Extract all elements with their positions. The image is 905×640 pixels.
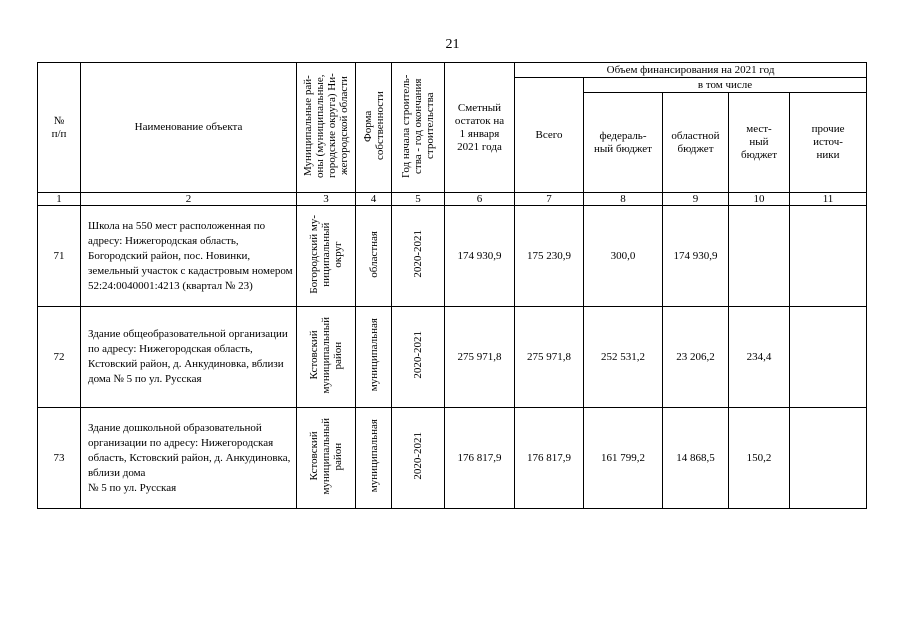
- federal-cell: 161 799,2: [584, 408, 663, 509]
- header-district-text: Муниципальные рай- оны (муниципальные, городские округа) Ни- жегородской области: [302, 73, 350, 178]
- district-cell: [297, 307, 356, 408]
- regional-cell: 14 868,5: [663, 408, 729, 509]
- header-balance: Сметный остаток на 1 января 2021 года: [445, 63, 515, 193]
- regional-cell: 23 206,2: [663, 307, 729, 408]
- financing-table: [37, 62, 867, 509]
- ownership-cell: [356, 307, 392, 408]
- column-number: 1: [38, 193, 81, 206]
- district-text: Богородский му- ниципальный округ: [308, 214, 344, 294]
- years-cell: [392, 206, 445, 307]
- table-row: [38, 408, 867, 509]
- column-number: 3: [297, 193, 356, 206]
- header-name: Наименование объекта: [81, 63, 297, 193]
- district-cell: [297, 408, 356, 509]
- table-row: [38, 307, 867, 408]
- local-cell: 234,4: [729, 307, 790, 408]
- header-regional: областной бюджет: [663, 93, 729, 193]
- ownership-cell: [356, 206, 392, 307]
- header-local: мест- ный бюджет: [729, 93, 790, 193]
- years-cell: [392, 307, 445, 408]
- column-number: 8: [584, 193, 663, 206]
- column-number: 4: [356, 193, 392, 206]
- header-district: [297, 63, 356, 193]
- row-number: 72: [38, 307, 81, 408]
- column-number: 5: [392, 193, 445, 206]
- object-name: Здание дошкольной образовательной организации по адресу: Нижегородская область, Кстовский район, д. Анкудиновка, вблизи дома № 5 по ул. Русская: [81, 408, 297, 509]
- column-number: 2: [81, 193, 297, 206]
- row-number: 71: [38, 206, 81, 307]
- header-num: № п/п: [38, 63, 81, 193]
- page-number: 21: [445, 37, 460, 52]
- header-total: Всего: [515, 78, 584, 193]
- column-number: 10: [729, 193, 790, 206]
- ownership-text: муниципальная: [367, 419, 380, 493]
- ownership-cell: [356, 408, 392, 509]
- column-number: 7: [515, 193, 584, 206]
- header-years-text: Год начала строитель- ства - год окончания строительства: [400, 73, 436, 178]
- years-text: 2020-2021: [412, 230, 424, 278]
- years-cell: [392, 408, 445, 509]
- header-years: [392, 63, 445, 193]
- object-name: Здание общеобразовательной организации по адресу: Нижегородская область, Кстовский район, д. Анкудиновка, вблизи дома № 5 по ул. Русская: [81, 307, 297, 408]
- header-federal: федераль- ный бюджет: [584, 93, 663, 193]
- local-cell: [729, 206, 790, 307]
- years-text: 2020-2021: [412, 432, 424, 480]
- other-cell: [790, 408, 867, 509]
- other-cell: [790, 206, 867, 307]
- header-row-1: [38, 63, 867, 78]
- total-cell: 175 230,9: [515, 206, 584, 307]
- district-text: Кстовский муниципальный район: [308, 417, 344, 495]
- total-cell: 176 817,9: [515, 408, 584, 509]
- header-including: в том числе: [584, 78, 867, 93]
- years-text: 2020-2021: [412, 331, 424, 379]
- federal-cell: 252 531,2: [584, 307, 663, 408]
- column-number: 9: [663, 193, 729, 206]
- balance-cell: 275 971,8: [445, 307, 515, 408]
- header-other: прочие источ- ники: [790, 93, 867, 193]
- balance-cell: 176 817,9: [445, 408, 515, 509]
- header-ownership: [356, 63, 392, 193]
- local-cell: 150,2: [729, 408, 790, 509]
- total-cell: 275 971,8: [515, 307, 584, 408]
- header-ownership-text: Форма собственности: [361, 91, 386, 160]
- column-number: 11: [790, 193, 867, 206]
- ownership-text: муниципальная: [367, 318, 380, 392]
- district-cell: [297, 206, 356, 307]
- column-numbers-row: [38, 193, 867, 206]
- balance-cell: 174 930,9: [445, 206, 515, 307]
- row-number: 73: [38, 408, 81, 509]
- object-name: Школа на 550 мест расположенная по адресу: Нижегородская область, Богородский район, пос. Новинки, земельный участок с кадастровым номером 52:24:0040001:4213 (квартал № 23): [81, 206, 297, 307]
- column-number: 6: [445, 193, 515, 206]
- ownership-text: областная: [367, 230, 380, 278]
- district-text: Кстовский муниципальный район: [308, 316, 344, 394]
- federal-cell: 300,0: [584, 206, 663, 307]
- regional-cell: 174 930,9: [663, 206, 729, 307]
- header-financing: Объем финансирования на 2021 год: [515, 63, 867, 78]
- other-cell: [790, 307, 867, 408]
- table-row: [38, 206, 867, 307]
